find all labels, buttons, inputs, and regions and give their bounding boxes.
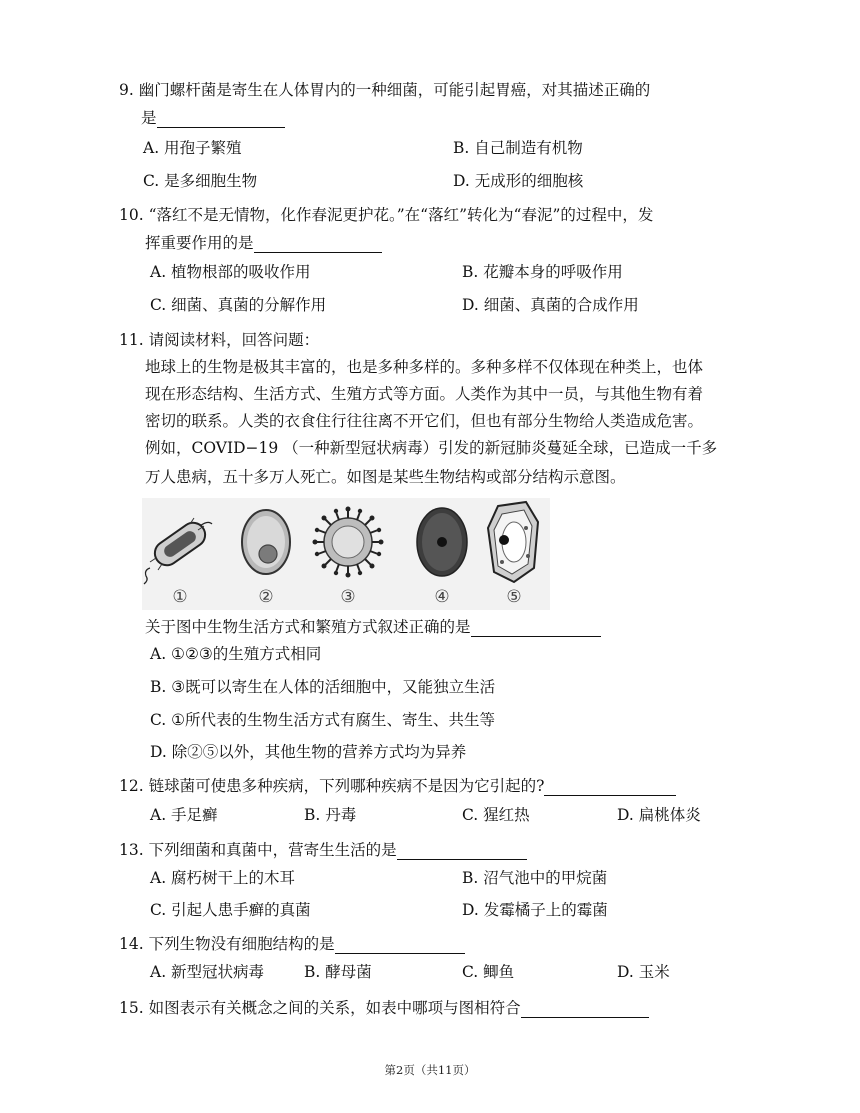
figure-label-1: ①	[172, 587, 188, 607]
q10-option-b: B. 花瓣本身的呼吸作用	[462, 263, 623, 281]
q14-option-d: D. 玉米	[617, 963, 670, 981]
question-11-stem: 11. 请阅读材料，回答问题：	[119, 331, 320, 349]
answer-blank[interactable]	[157, 110, 285, 128]
q13-option-a: A. 腐朽树干上的木耳	[150, 869, 296, 887]
q9-option-c: C. 是多细胞生物	[143, 172, 258, 190]
virus-drawing	[313, 507, 384, 578]
material-line-4: 例如，COVID−19 （一种新型冠状病毒）引发的新冠肺炎蔓延全球，已造成一千多	[145, 439, 718, 457]
q13-option-d: D. 发霉橘子上的霉菌	[462, 901, 608, 919]
q10-option-c: C. 细菌、真菌的分解作用	[150, 296, 327, 314]
question-11-subquestion	[145, 617, 601, 637]
question-11-subquestion-text: 关于图中生物生活方式和繁殖方式叙述正确的是	[145, 618, 471, 636]
animal-cell-drawing	[417, 508, 467, 576]
question-12-stem-line	[119, 776, 676, 796]
q11-option-c: C. ①所代表的生物生活方式有腐生、寄生、共生等	[150, 711, 496, 729]
answer-blank[interactable]	[521, 1000, 649, 1018]
question-10-stem-cont-text: 挥重要作用的是	[145, 234, 254, 252]
page-footer: 第2页（共11页）	[384, 1063, 476, 1077]
question-9-stem-cont	[141, 108, 285, 128]
q12-option-a: A. 手足癣	[150, 806, 218, 824]
question-12-stem: 12. 链球菌可使患多种疾病，下列哪种疾病不是因为它引起的?	[119, 777, 545, 795]
answer-blank[interactable]	[397, 842, 527, 860]
q10-option-a: A. 植物根部的吸收作用	[150, 263, 311, 281]
organism-structure-figure	[142, 498, 550, 610]
question-15-stem: 15. 如图表示有关概念之间的关系，如表中哪项与图相符合	[119, 999, 521, 1017]
answer-blank[interactable]	[471, 619, 601, 637]
material-line-2: 现在形态结构、生活方式、生殖方式等方面。人类作为其中一员，与其他生物有着	[145, 385, 704, 403]
plant-cell-drawing	[488, 502, 538, 582]
q11-option-a: A. ①②③的生殖方式相同	[150, 645, 322, 663]
question-10-stem-cont	[145, 233, 382, 253]
organism-figure-svg	[142, 498, 550, 610]
q11-option-b: B. ③既可以寄生在人体的活细胞中，又能独立生活	[150, 678, 496, 696]
q13-option-b: B. 沼气池中的甲烷菌	[462, 869, 608, 887]
q11-option-d: D. 除②⑤以外，其他生物的营养方式均为异养	[150, 743, 467, 761]
q12-option-c: C. 猩红热	[462, 806, 530, 824]
question-9-stem: 9. 幽门螺杆菌是寄生在人体胃内的一种细菌，可能引起胃癌，对其描述正确的	[119, 81, 651, 99]
q14-option-a: A. 新型冠状病毒	[150, 963, 265, 981]
question-10-stem: 10. “落红不是无情物，化作春泥更护花。”在“落红”转化为“春泥”的过程中，发	[119, 206, 654, 224]
figure-label-5: ⑤	[506, 587, 522, 607]
answer-blank[interactable]	[335, 936, 465, 954]
question-15-stem-line	[119, 998, 649, 1018]
q13-option-c: C. 引起人患手癣的真菌	[150, 901, 311, 919]
answer-blank[interactable]	[544, 778, 676, 796]
q9-option-d: D. 无成形的细胞核	[453, 172, 584, 190]
answer-blank[interactable]	[254, 235, 382, 253]
q10-option-d: D. 细菌、真菌的合成作用	[462, 296, 639, 314]
material-line-5: 万人患病，五十多万人死亡。如图是某些生物结构或部分结构示意图。	[145, 468, 626, 486]
material-line-3: 密切的联系。人类的衣食住行往往离不开它们，但也有部分生物给人类造成危害。	[145, 412, 704, 430]
figure-label-3: ③	[340, 587, 356, 607]
question-9-stem-cont-text: 是	[141, 109, 157, 127]
question-14-stem: 14. 下列生物没有细胞结构的是	[119, 935, 335, 953]
q12-option-d: D. 扁桃体炎	[617, 806, 701, 824]
material-line-1: 地球上的生物是极其丰富的，也是多种多样的。多种多样不仅体现在种类上，也体	[145, 358, 704, 376]
question-14-stem-line	[119, 934, 465, 954]
q14-option-c: C. 鲫鱼	[462, 963, 515, 981]
q12-option-b: B. 丹毒	[304, 806, 357, 824]
question-13-stem-line	[119, 840, 527, 860]
figure-label-2: ②	[258, 587, 274, 607]
figure-label-4: ④	[434, 587, 450, 607]
q9-option-a: A. 用孢子繁殖	[143, 139, 242, 157]
q14-option-b: B. 酵母菌	[304, 963, 372, 981]
question-13-stem: 13. 下列细菌和真菌中，营寄生生活的是	[119, 841, 397, 859]
yeast-cell-drawing	[242, 510, 290, 574]
q9-option-b: B. 自己制造有机物	[453, 139, 583, 157]
